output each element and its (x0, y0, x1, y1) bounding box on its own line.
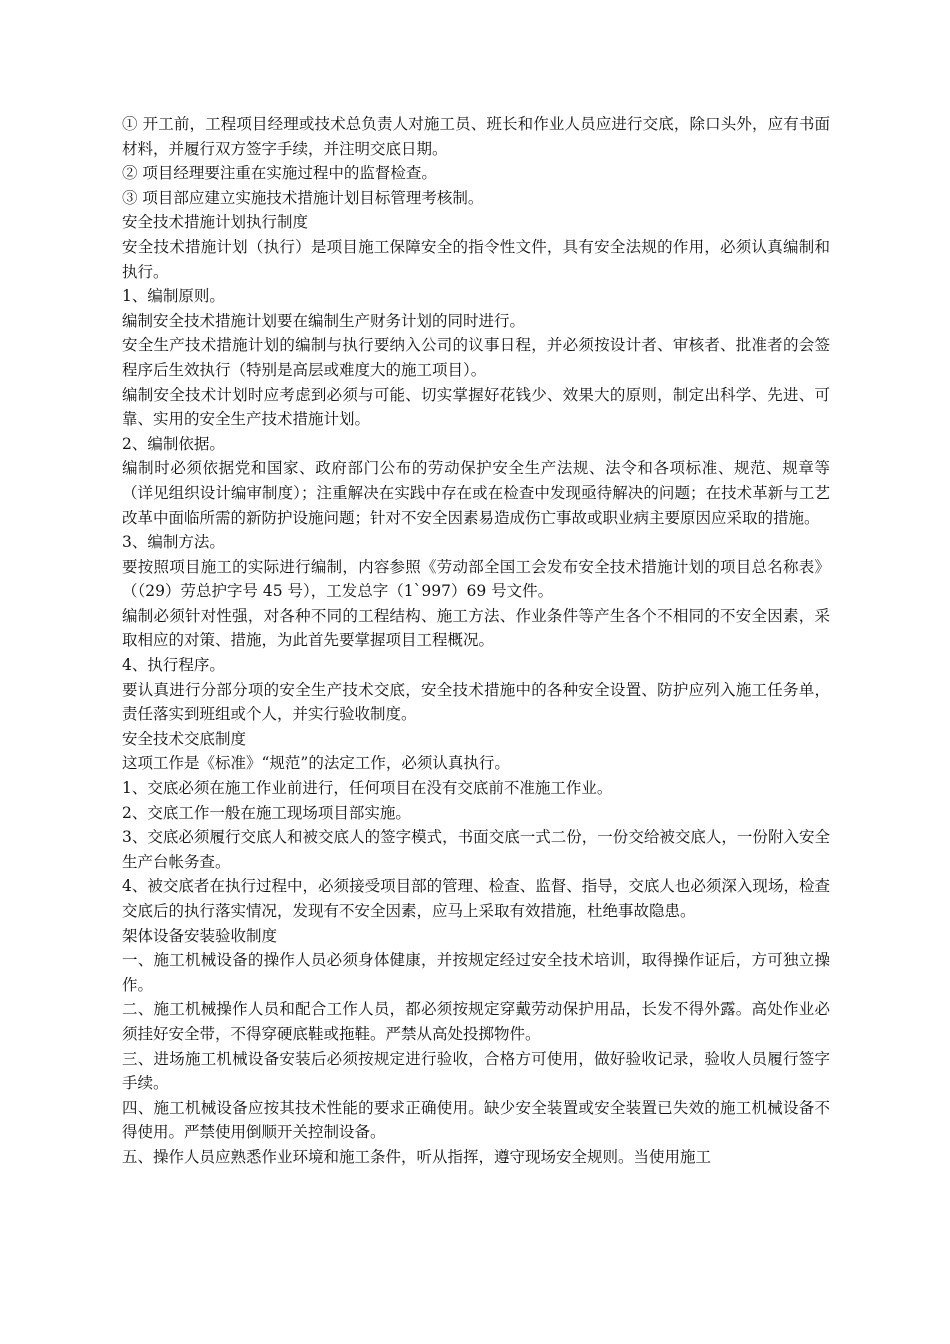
paragraph-2: ② 项目经理要注重在实施过程中的监督检查。 (122, 164, 437, 183)
paragraph-8: 安全生产技术措施计划的编制与执行要纳入公司的议事日程，并必须按设计者、审核者、批准者的会签程序后生效执行（特别是高层或难度大的施工项目）。 (122, 336, 830, 379)
paragraph-24: 一、施工机械设备的操作人员必须身体健康，并按规定经过安全技术培训，取得操作证后，方可独立操作。 (122, 951, 830, 994)
paragraph-16: 要认真进行分部分项的安全生产技术交底，安全技术措施中的各种安全设置、防护应列入施工任务单，责任落实到班组或个人，并实行验收制度。 (122, 680, 830, 724)
subheading-basis: 2、编制依据。 (122, 434, 225, 453)
paragraph-27: 四、施工机械设备应按其技术性能的要求正确使用。缺少安全装置或安全装置已失效的施工机械设备不得使用。严禁使用倒顺开关控制设备。 (122, 1098, 830, 1142)
paragraph-1: ① 开工前，工程项目经理或技术总负责人对施工员、班长和作业人员应进行交底，除口头外，应有书面材料，并履行双方签字手续，并注明交底日期。 (122, 115, 830, 158)
section-heading-acceptance: 架体设备安装验收制度 (122, 926, 278, 945)
paragraph-26: 三、进场施工机械设备安装后必须按规定进行验收，合格方可使用，做好验收记录，验收人员履行签字手续。 (122, 1049, 830, 1093)
section-heading-safety-plan: 安全技术措施计划执行制度 (122, 213, 309, 232)
section-heading-briefing: 安全技术交底制度 (122, 729, 247, 748)
paragraph-9: 编制安全技术计划时应考虑到必须与可能、切实掌握好花钱少、效果大的原则，制定出科学、先进、可靠、实用的安全生产技术措施计划。 (122, 385, 830, 429)
subheading-procedure: 4、执行程序。 (122, 656, 225, 675)
paragraph-28: 五、操作人员应熟悉作业环境和施工条件，听从指挥，遵守现场安全规则。当使用施工 (122, 1147, 712, 1166)
paragraph-19: 1、交底必须在施工作业前进行，任何项目在没有交底前不准施工作业。 (122, 779, 613, 798)
document-body (122, 112, 830, 1170)
paragraph-25: 二、施工机械操作人员和配合工作人员，都必须按规定穿戴劳动保护用品，长发不得外露。高处作业必须挂好安全带，不得穿硬底鞋或拖鞋。严禁从高处投掷物件。 (122, 1000, 830, 1043)
subheading-method: 3、编制方法。 (122, 533, 225, 552)
paragraph-21: 3、交底必须履行交底人和被交底人的签字模式，书面交底一式二份，一份交给被交底人，一份附入安全生产台帐务查。 (122, 828, 830, 871)
paragraph-20: 2、交底工作一般在施工现场项目部实施。 (122, 803, 411, 822)
paragraph-13: 要按照项目施工的实际进行编制，内容参照《劳动部全国工会发布安全技术措施计划的项目总名称表》（（29）劳总护字号 45 号），工发总字（1`997）69 号文件。 (122, 557, 830, 601)
paragraph-14: 编制必须针对性强，对各种不同的工程结构、施工方法、作业条件等产生各个不相同的不安全因素，采取相应的对策、措施，为此首先要掌握项目工程概况。 (122, 606, 830, 650)
paragraph-11: 编制时必须依据党和国家、政府部门公布的劳动保护安全生产法规、法令和各项标准、规范、规章等（详见组织设计编审制度）；注重解决在实践中存在或在检查中发现亟待解决的问题；在技术革新与工艺改革中面临所需的新防护设施问题；针对不安全因素易造成伤亡事故或职业病主要原因应采取的措施。 (122, 459, 830, 527)
paragraph-22: 4、被交底者在执行过程中，必须接受项目部的管理、检查、监督、指导，交底人也必须深入现场，检查交底后的执行落实情况，发现有不安全因素，应马上采取有效措施，杜绝事故隐患。 (122, 877, 830, 920)
paragraph-18: 这项工作是《标准》“规范”的法定工作，必须认真执行。 (122, 754, 510, 773)
paragraph-7: 编制安全技术措施计划要在编制生产财务计划的同时进行。 (122, 311, 526, 330)
subheading-principle: 1、编制原则。 (122, 287, 225, 306)
paragraph-3: ③ 项目部应建立实施技术措施计划目标管理考核制。 (122, 188, 484, 207)
paragraph-5: 安全技术措施计划（执行）是项目施工保障安全的指令性文件，具有安全法规的作用，必须认真编制和执行。 (122, 237, 830, 281)
